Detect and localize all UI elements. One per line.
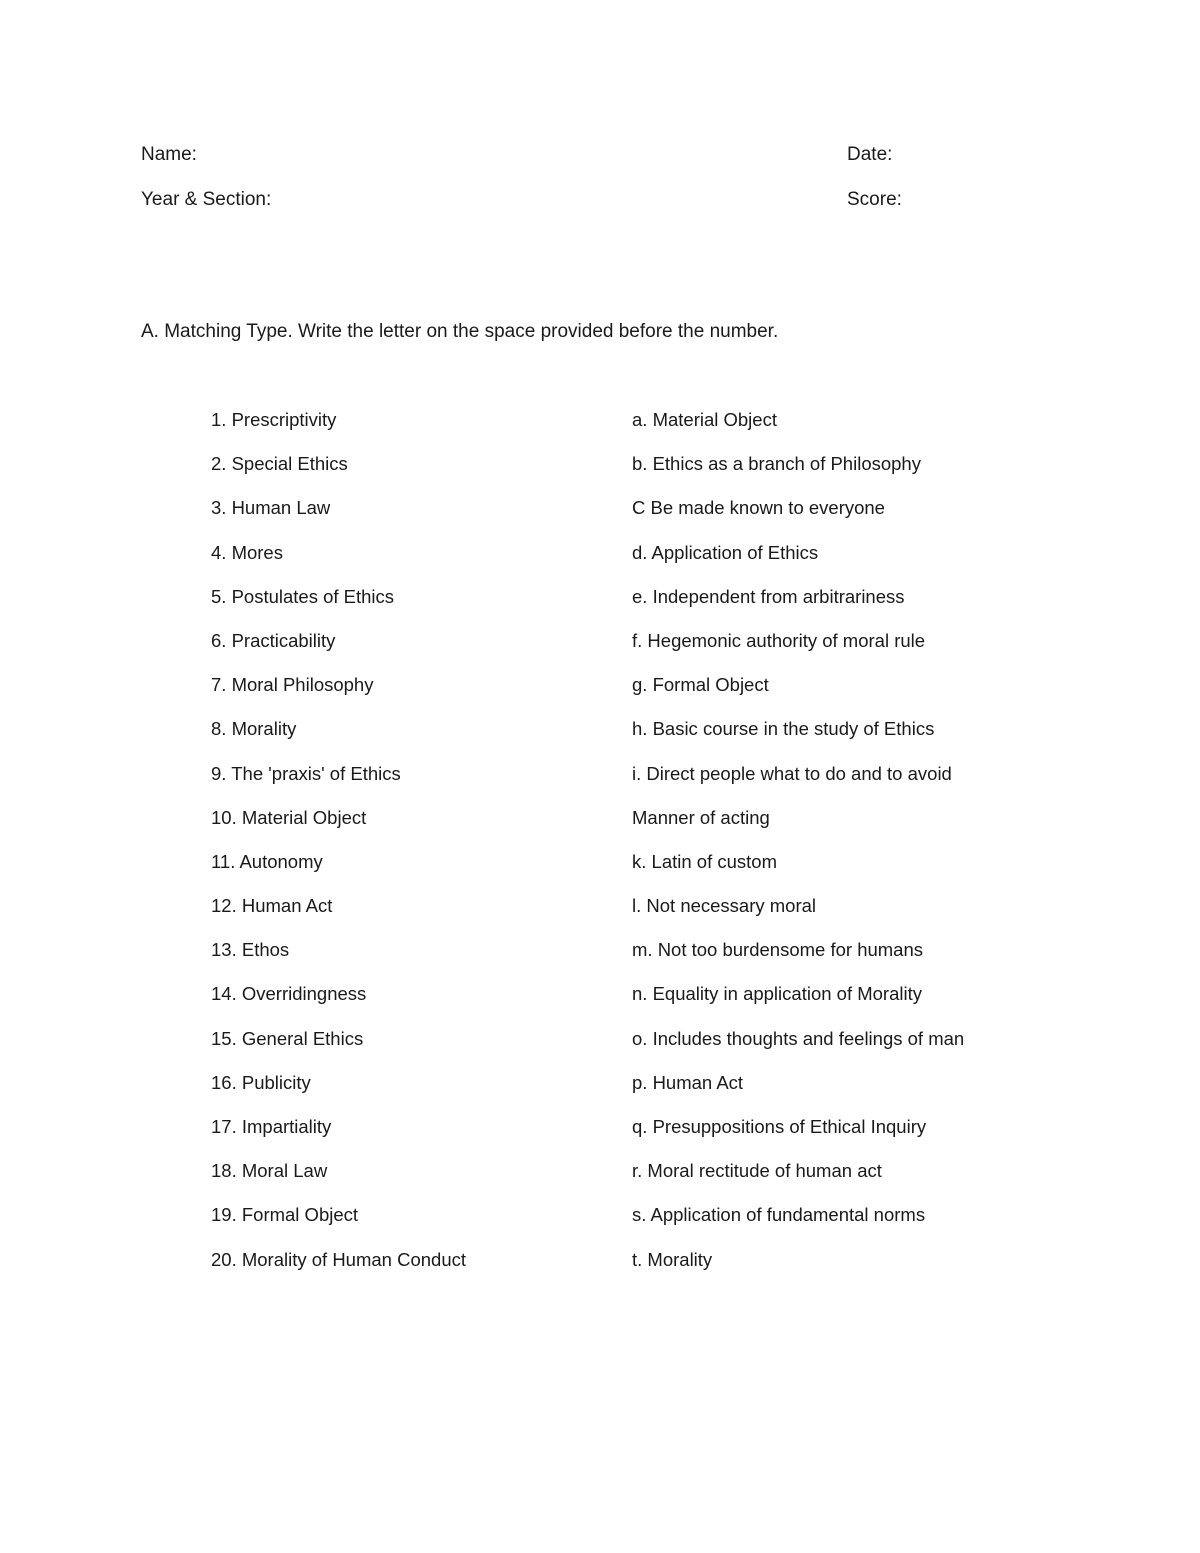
choice-item: q. Presuppositions of Ethical Inquiry <box>632 1116 927 1137</box>
term-item: 15. General Ethics <box>211 1027 364 1049</box>
term-item: 9. The 'praxis' of Ethics <box>211 762 401 784</box>
choice-item: C Be made known to everyone <box>632 497 885 519</box>
choice-item: i. Direct people what to do and to avoid <box>632 762 952 784</box>
name-label: Name: <box>141 144 197 165</box>
term-item: 12. Human Act <box>211 895 333 917</box>
choice-item: s. Application of fundamental norms <box>632 1204 926 1226</box>
term-item: 20. Morality of Human Conduct <box>211 1248 467 1270</box>
term-item: 18. Moral Law <box>211 1160 328 1182</box>
choice-item: h. Basic course in the study of Ethics <box>632 718 935 740</box>
choice-item: t. Morality <box>632 1248 713 1270</box>
choice-item: l. Not necessary moral <box>632 895 817 917</box>
choice-item: e. Independent from arbitrariness <box>632 585 905 607</box>
term-item: 3. Human Law <box>211 497 331 519</box>
choice-item: k. Latin of custom <box>632 850 777 872</box>
score-label: Score: <box>847 189 902 210</box>
term-item: 7. Moral Philosophy <box>211 674 374 696</box>
choice-item: Manner of acting <box>632 806 770 828</box>
choice-item: f. Hegemonic authority of moral rule <box>632 629 926 651</box>
term-item: 13. Ethos <box>211 939 290 961</box>
choice-item: o. Includes thoughts and feelings of man <box>632 1027 965 1049</box>
choice-item: g. Formal Object <box>632 674 769 696</box>
term-item: 8. Morality <box>211 718 297 740</box>
term-item: 16. Publicity <box>211 1071 311 1093</box>
choice-item: r. Moral rectitude of human act <box>632 1160 882 1182</box>
term-item: 14. Overridingness <box>211 983 367 1005</box>
date-label: Date: <box>847 144 893 165</box>
instruction-text: A. Matching Type. Write the letter on the space provided before the number. <box>141 321 779 342</box>
choice-item: d. Application of Ethics <box>632 541 819 563</box>
term-item: 2. Special Ethics <box>211 453 348 475</box>
term-item: 4. Mores <box>211 541 283 563</box>
choice-item: m. Not too burdensome for humans <box>632 939 924 961</box>
term-item: 17. Impartiality <box>211 1116 332 1137</box>
term-item: 10. Material Object <box>211 806 367 828</box>
term-item: 6. Practicability <box>211 629 336 651</box>
term-item: 1. Prescriptivity <box>211 409 337 430</box>
choice-item: p. Human Act <box>632 1071 744 1093</box>
term-item: 19. Formal Object <box>211 1204 359 1226</box>
column-a-terms <box>211 408 611 1292</box>
column-b-choices <box>632 408 1172 1292</box>
choice-item: n. Equality in application of Morality <box>632 983 922 1005</box>
choice-item: b. Ethics as a branch of Philosophy <box>632 453 921 475</box>
term-item: 5. Postulates of Ethics <box>211 585 395 607</box>
choice-item: a. Material Object <box>632 409 777 430</box>
year-section-label: Year & Section: <box>141 189 272 210</box>
term-item: 11. Autonomy <box>211 850 323 872</box>
